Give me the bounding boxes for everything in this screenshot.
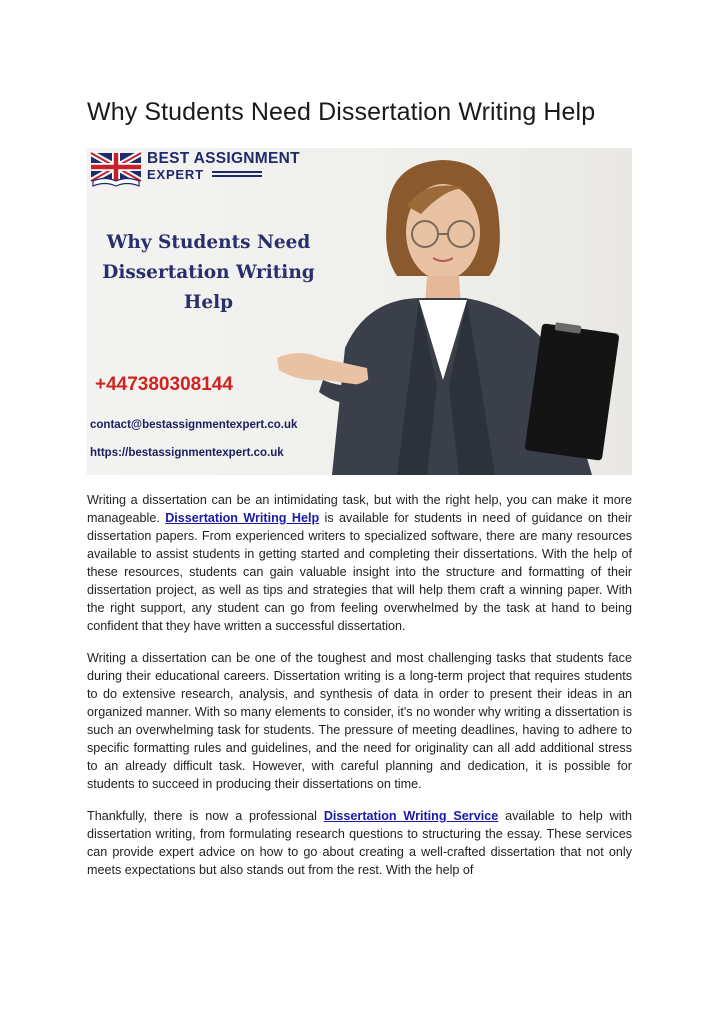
banner-email: contact@bestassignmentexpert.co.uk	[90, 419, 298, 431]
brand-subname: EXPERT	[147, 167, 204, 182]
banner-url: https://bestassignmentexpert.co.uk	[90, 447, 284, 459]
dissertation-writing-help-link[interactable]: Dissertation Writing Help	[165, 511, 320, 525]
dissertation-writing-service-link[interactable]: Dissertation Writing Service	[323, 809, 499, 823]
paragraph-text: Thankfully, there is now a professional	[87, 809, 324, 823]
brand-name: BEST ASSIGNMENT	[147, 150, 300, 167]
paragraph-text: is available for students in need of guidance on their dissertation papers. From experienced writers to specialized software, there are many resources available to assist students in getting started and completing their dissertations. With the help of these resources, students can gain valuable insight into the structure and formatting of their dissertation project, as well as tips and strategies that will help them craft a winning paper. With the right support, any student can go from feeling overwhelmed by the task at hand to being confident that they have written a successful dissertation.	[87, 511, 632, 633]
article-body	[87, 491, 632, 893]
paragraph-2: Writing a dissertation can be one of the toughest and most challenging tasks that students face during their educational careers. Dissertation writing is a long-term project that requires students to do extensive research, analysis, and synthesis of data in order to present their ideas in an organized manner. With so many elements to consider, it's no wonder why writing a dissertation is such an overwhelming task for students. The pressure of meeting deadlines, having to adhere to specific formatting rules and guidelines, and the need for originality can all add additional stress to an already difficult task. However, with careful planning and dedication, it is possible for students to succeed in producing their dissertations on time.	[87, 651, 632, 791]
banner-headline: Why Students Need Dissertation Writing Help	[102, 232, 315, 313]
paragraph-text: available to help with dissertation writing, from formulating research questions to structuring the essay. These services can provide expert advice on how to go about creating a well-crafted dissertation that not only meets expectations but also stands out from the rest. With the help of	[87, 809, 633, 877]
businesswoman-illustration	[237, 148, 632, 475]
paragraph-1	[87, 491, 632, 635]
uk-flag-book-logo-icon	[89, 151, 145, 189]
paragraph-text: Writing a dissertation can be an intimidating task, but with the right help, you can make it more manageable.	[87, 493, 632, 525]
promo-banner-image	[87, 148, 632, 475]
banner-phone: +447380308144	[95, 374, 233, 395]
paragraph-3	[87, 807, 632, 879]
page-title: Why Students Need Dissertation Writing Help	[87, 98, 596, 126]
